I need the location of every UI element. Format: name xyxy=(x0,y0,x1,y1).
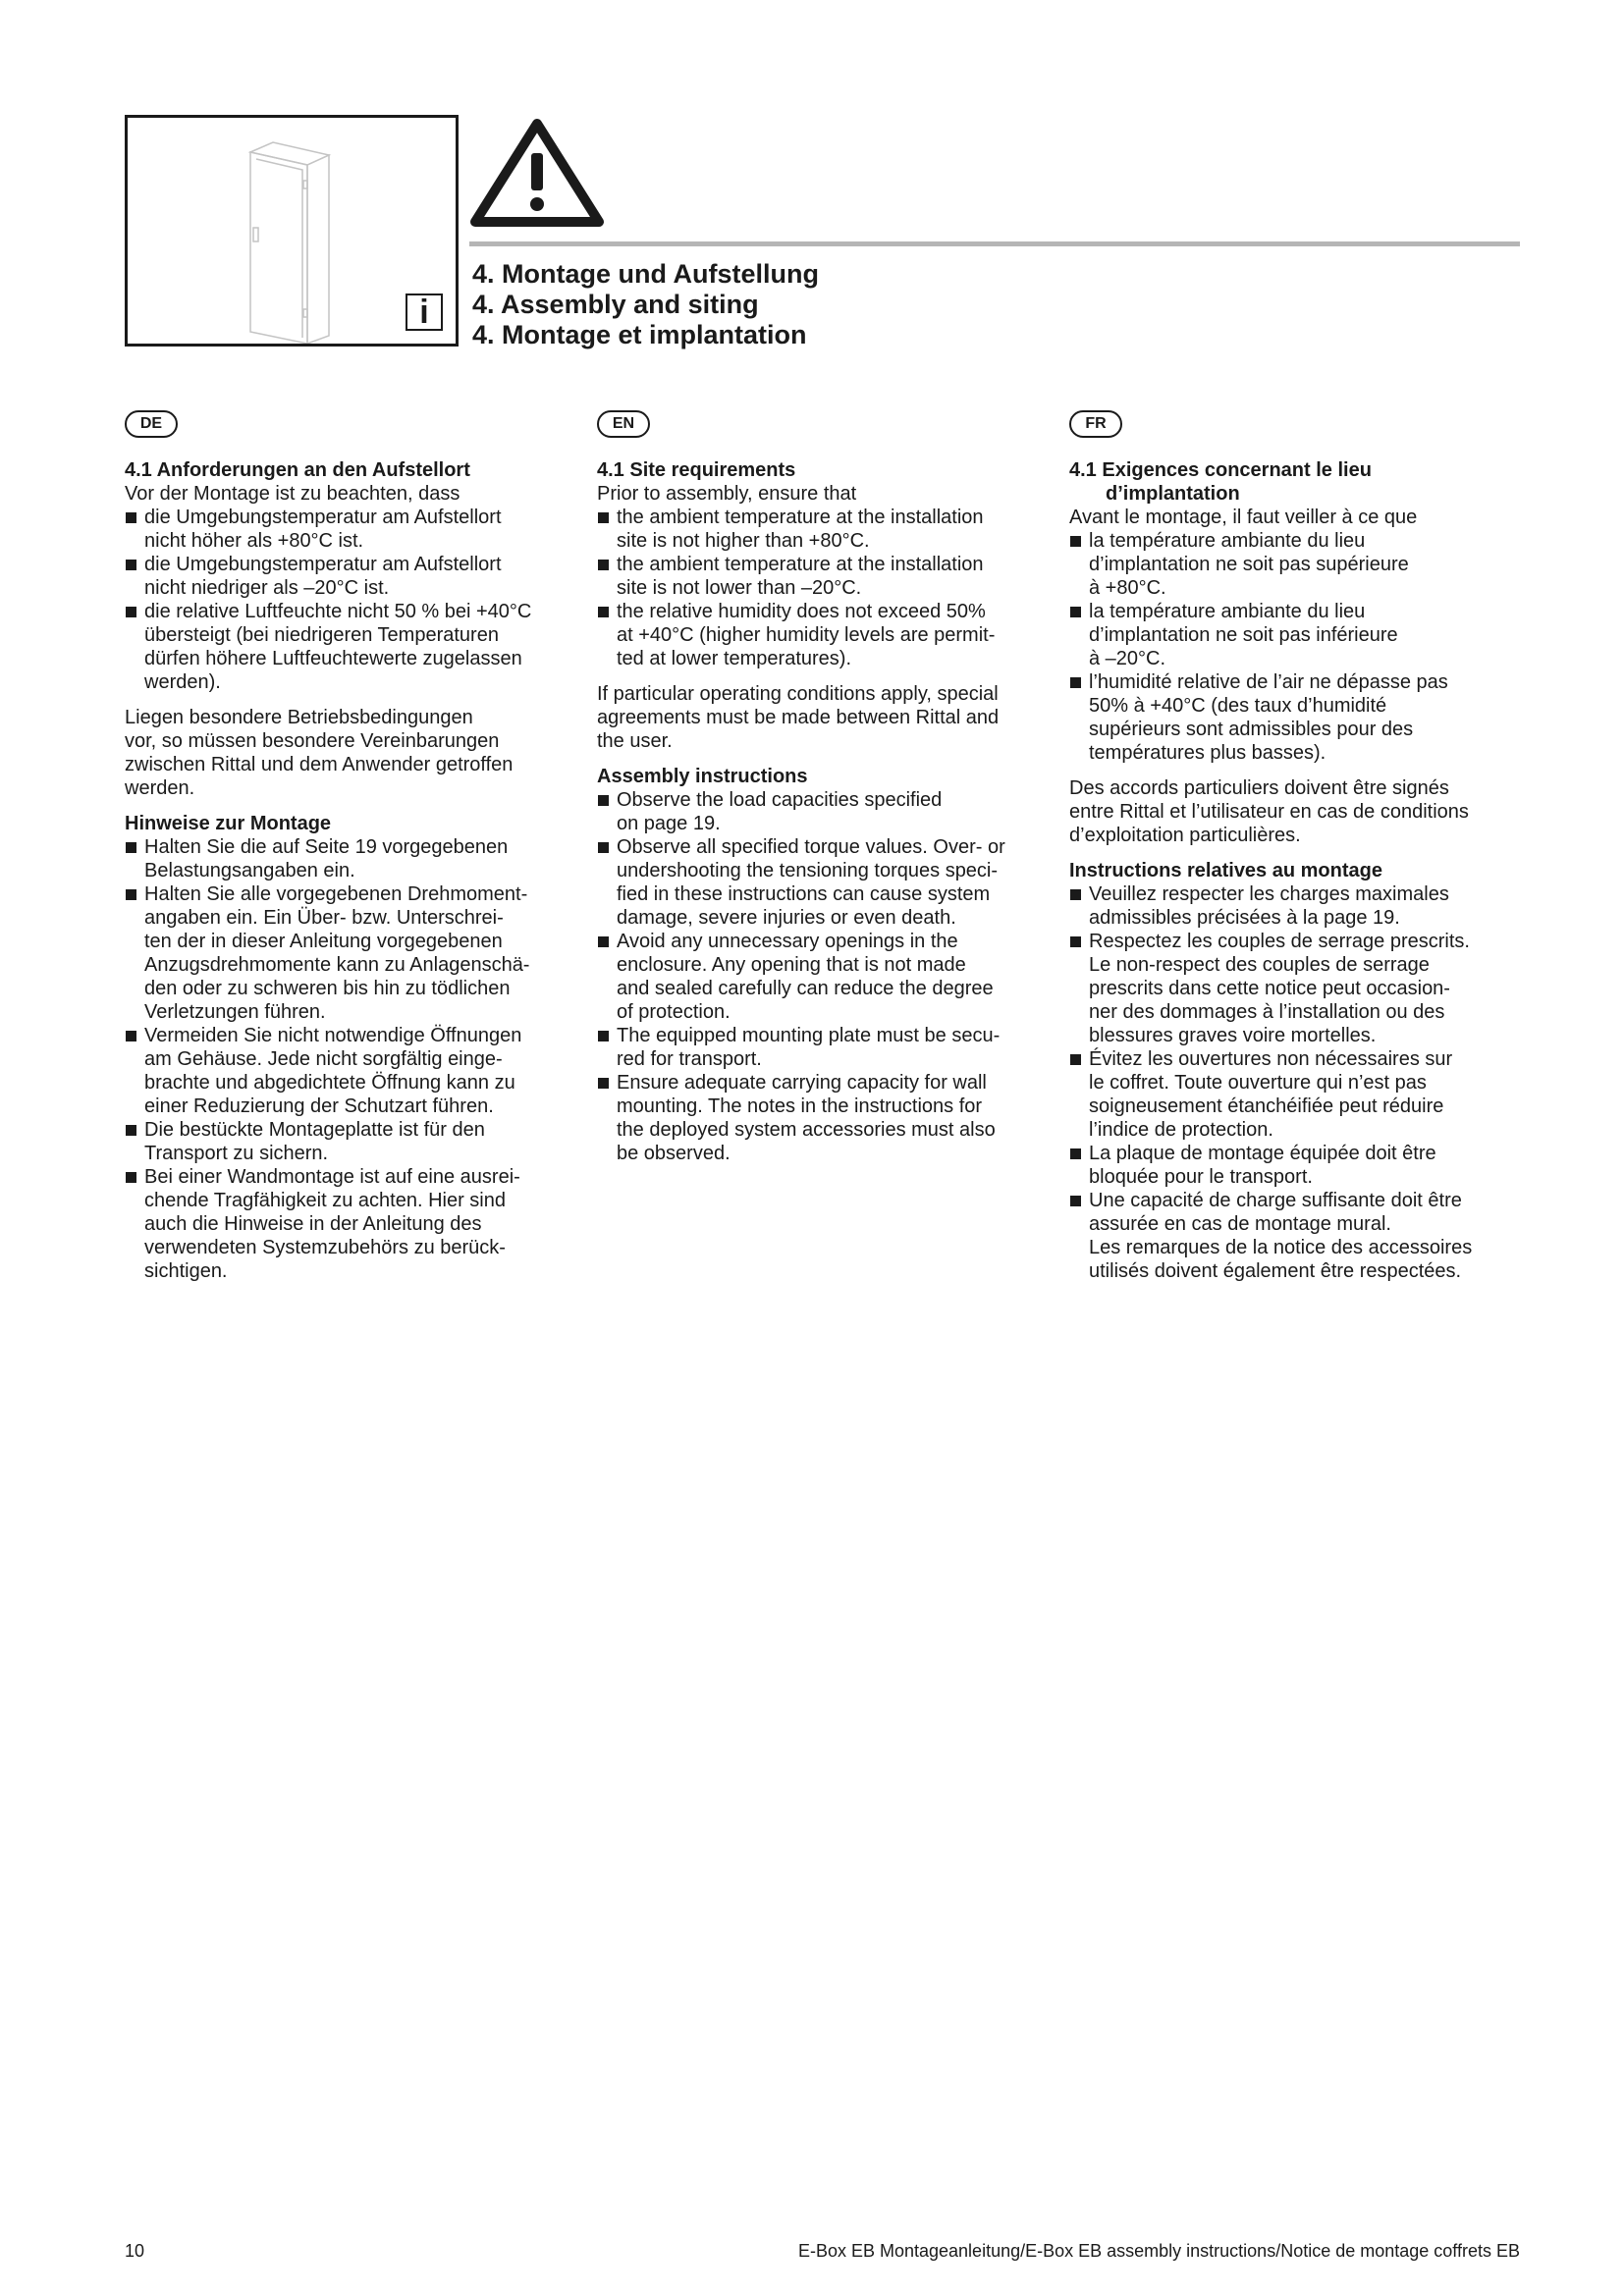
language-badge-fr: FR xyxy=(1069,410,1122,438)
list-item: die Umgebungstemperatur am Aufstellort nicht niedriger als –20°C ist. xyxy=(125,553,567,600)
list-item: la température ambiante du lieu d’implantation ne soit pas inférieure à –20°C. xyxy=(1069,600,1511,670)
requirements-list-de xyxy=(125,506,567,694)
assembly-list-en xyxy=(597,788,1039,1165)
assembly-list-fr xyxy=(1069,882,1511,1283)
column-de xyxy=(125,458,567,1283)
list-item: Vermeiden Sie nicht notwendige Öffnungen am Gehäuse. Jede nicht sorgfältig einge- brachte und abgedichtete Öffnung kann zu einer Reduzierung der Schutzart führen. xyxy=(125,1024,567,1118)
list-item: the ambient temperature at the installation site is not higher than +80°C. xyxy=(597,506,1039,553)
subheading-de: Hinweise zur Montage xyxy=(125,813,332,834)
header-rule xyxy=(469,241,1520,246)
list-item: Halten Sie die auf Seite 19 vorgegebenen Belastungsangaben ein. xyxy=(125,835,567,882)
list-item: the relative humidity does not exceed 50% at +40°C (higher humidity levels are permit- ted at lower temperatures). xyxy=(597,600,1039,670)
column-fr xyxy=(1069,458,1511,1283)
warning-triangle-icon xyxy=(469,118,605,228)
paragraph-de: Liegen besondere Betriebsbedingungen vor, so müssen besondere Vereinbarungen zwischen Rittal und dem Anwender getroffen werden. xyxy=(125,707,514,799)
subheading-en: Assembly instructions xyxy=(597,766,808,787)
paragraph-fr: Des accords particuliers doivent être signés entre Rittal et l’utilisateur en cas de conditions d’exploitation particulières. xyxy=(1069,777,1469,846)
language-badge-en: EN xyxy=(597,410,650,438)
list-item: Observe the load capacities specified on page 19. xyxy=(597,788,1039,835)
footer-text: E-Box EB Montageanleitung/E-Box EB assembly instructions/Notice de montage coffrets EB xyxy=(797,2241,1520,2261)
column-en xyxy=(597,458,1039,1165)
page-number: 10 xyxy=(125,2241,145,2261)
list-item: Avoid any unnecessary openings in the enclosure. Any opening that is not made and sealed carefully can reduce the degree of protection. xyxy=(597,930,1039,1024)
language-badge-de: DE xyxy=(125,410,178,438)
section-titles xyxy=(472,259,819,350)
assembly-list-de xyxy=(125,835,567,1283)
list-item: Observe all specified torque values. Over- or undershooting the tensioning torques speci- fied in these instructions can cause system damage, severe injuries or even death. xyxy=(597,835,1039,930)
list-item: l’humidité relative de l’air ne dépasse pas 50% à +40°C (des taux d’humidité supérieurs sont admissibles pour des températures plus basses). xyxy=(1069,670,1511,765)
list-item: Évitez les ouvertures non nécessaires sur le coffret. Toute ouverture qui n’est pas soigneusement étanchéifiée peut réduire l’indice de protection. xyxy=(1069,1047,1511,1142)
intro-fr: Avant le montage, il faut veiller à ce que xyxy=(1069,507,1418,528)
heading-de: 4.1 Anforderungen an den Aufstellort xyxy=(125,459,470,481)
paragraph-en: If particular operating conditions apply, special agreements must be made between Rittal and the user. xyxy=(597,683,1000,752)
list-item: Bei einer Wandmontage ist auf eine ausrei- chende Tragfähigkeit zu achten. Hier sind auch die Hinweise in der Anleitung des verwendeten Systemzubehörs zu berück- sichtigen. xyxy=(125,1165,567,1283)
list-item: Une capacité de charge suffisante doit être assurée en cas de montage mural. Les remarques de la notice des accessoires utilisés doivent également être respectées. xyxy=(1069,1189,1511,1283)
intro-en: Prior to assembly, ensure that xyxy=(597,483,857,505)
title-en: 4. Assembly and siting xyxy=(472,290,759,319)
heading-en: 4.1 Site requirements xyxy=(597,459,796,481)
info-icon: i xyxy=(406,294,443,331)
requirements-list-en xyxy=(597,506,1039,670)
list-item: la température ambiante du lieu d’implantation ne soit pas supérieure à +80°C. xyxy=(1069,529,1511,600)
list-item: die Umgebungstemperatur am Aufstellort nicht höher als +80°C ist. xyxy=(125,506,567,553)
list-item: Ensure adequate carrying capacity for wall mounting. The notes in the instructions for the deployed system accessories must also be observed. xyxy=(597,1071,1039,1165)
list-item: Veuillez respecter les charges maximales admissibles précisées à la page 19. xyxy=(1069,882,1511,930)
list-item: Respectez les couples de serrage prescrits. Le non-respect des couples de serrage prescrits dans cette notice peut occasion- ner des dommages à l’installation ou des blessures graves voire mortelles. xyxy=(1069,930,1511,1047)
list-item: Halten Sie alle vorgegebenen Drehmoment- angaben ein. Ein Über- bzw. Unterschrei- ten der in dieser Anleitung vorgegebenen Anzugsdrehmomente kann zu Anlagenschä- den oder zu schweren bis hin zu tödlichen Verletzungen führen. xyxy=(125,882,567,1024)
intro-de: Vor der Montage ist zu beachten, dass xyxy=(125,483,460,505)
list-item: The equipped mounting plate must be secu- red for transport. xyxy=(597,1024,1039,1071)
list-item: die relative Luftfeuchte nicht 50 % bei +40°C übersteigt (bei niedrigeren Temperaturen dürfen höhere Luftfeuchtewerte zugelassen werden). xyxy=(125,600,567,694)
title-de: 4. Montage und Aufstellung xyxy=(472,259,819,289)
title-fr: 4. Montage et implantation xyxy=(472,320,807,349)
list-item: Die bestückte Montageplatte ist für den Transport zu sichern. xyxy=(125,1118,567,1165)
heading-fr: 4.1 Exigences concernant le lieu d’implantation xyxy=(1069,459,1372,505)
list-item: the ambient temperature at the installation site is not lower than –20°C. xyxy=(597,553,1039,600)
requirements-list-fr xyxy=(1069,529,1511,765)
subheading-fr: Instructions relatives au montage xyxy=(1069,860,1382,881)
list-item: La plaque de montage équipée doit être bloquée pour le transport. xyxy=(1069,1142,1511,1189)
enclosure-illustration-frame xyxy=(125,115,459,347)
